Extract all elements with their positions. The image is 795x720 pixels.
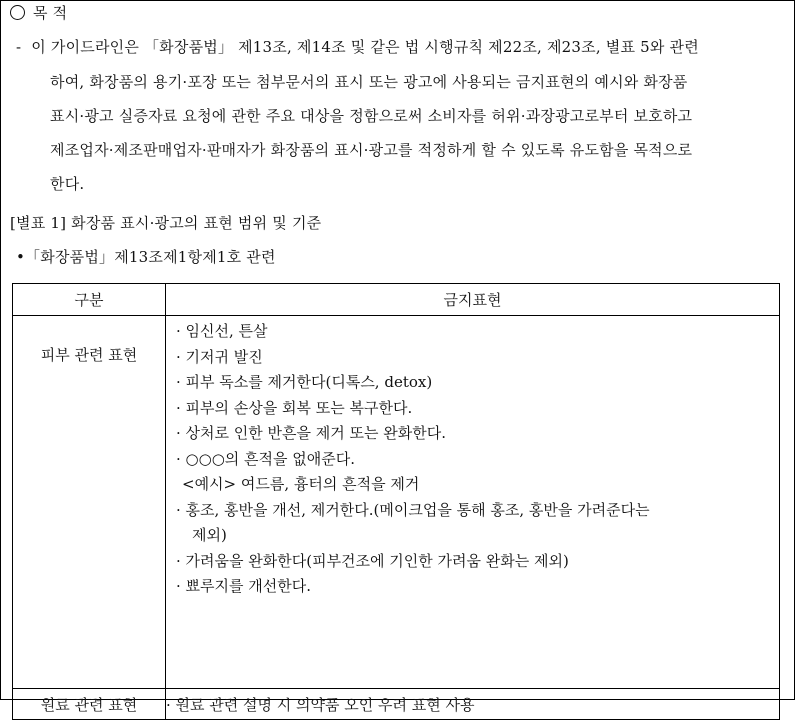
purpose-text-1: 이 가이드라인은 「화장품법」 제13조, 제14조 및 같은 법 시행규칙 제22조, 제23조, 별표 5와 관련 (31, 38, 699, 56)
list-item: · 피부의 손상을 회복 또는 복구한다. (176, 398, 413, 417)
section-heading-label: 목 적 (33, 4, 68, 22)
header-prohibited: 금지표현 (166, 284, 780, 316)
list-item: · ○○○의 흔적을 없애준다. (176, 449, 356, 468)
category-cell: 피부 관련 표현 (13, 316, 166, 689)
purpose-line-4: 제조업자·제조판매업자·판매자가 화장품의 표시·광고를 적정하게 할 수 있도록 유도함을 목적으로 (50, 141, 693, 159)
header-category: 구분 (13, 284, 166, 316)
list-item: · 홍조, 홍반을 개선, 제거한다.(메이크업을 통해 홍조, 홍반을 가려준다는 (176, 500, 650, 519)
list-item: · 가려움을 완화한다(피부건조에 기인한 가려움 완화는 제외) (176, 551, 569, 570)
list-item: · 뾰루지를 개선한다. (176, 577, 311, 595)
circle-bullet-icon (10, 5, 25, 20)
item-list (166, 316, 779, 600)
list-item: · 상처로 인한 반흔을 제거 또는 완화한다. (176, 424, 446, 442)
expression-table (12, 283, 780, 720)
purpose-dash: - (16, 38, 22, 56)
category-cell: 원료 관련 표현 (13, 689, 166, 720)
table-header-row (13, 284, 780, 316)
list-item: · 임신선, 튼살 (176, 322, 268, 340)
purpose-line-5: 한다. (50, 175, 85, 193)
items-cell (166, 316, 780, 689)
list-item: · 피부 독소를 제거한다(디톡스, detox) (176, 373, 433, 391)
purpose-line-1 (16, 36, 699, 57)
list-item-continuation: 제외) (192, 526, 227, 544)
example-item: <예시> 여드름, 흉터의 흔적을 제거 (182, 475, 420, 493)
purpose-line-3: 표시·광고 실증자료 요청에 관한 주요 대상을 정함으로써 소비자를 허위·과장광고로부터 보호하고 (50, 107, 693, 125)
appendix-title: [별표 1] 화장품 표시·광고의 표현 범위 및 기준 (10, 214, 322, 232)
list-item: · 기저귀 발진 (176, 347, 263, 366)
table-row (13, 689, 780, 720)
list-item: · 원료 관련 설명 시 의약품 오인 우려 표현 사용 (166, 689, 780, 720)
law-reference: •「화장품법」제13조제1항제1호 관련 (16, 248, 276, 266)
purpose-line-2: 하여, 화장품의 용기·포장 또는 첨부문서의 표시 또는 광고에 사용되는 금지표현의 예시와 화장품 (50, 73, 688, 91)
table-row (13, 316, 780, 689)
section-heading (10, 2, 67, 23)
